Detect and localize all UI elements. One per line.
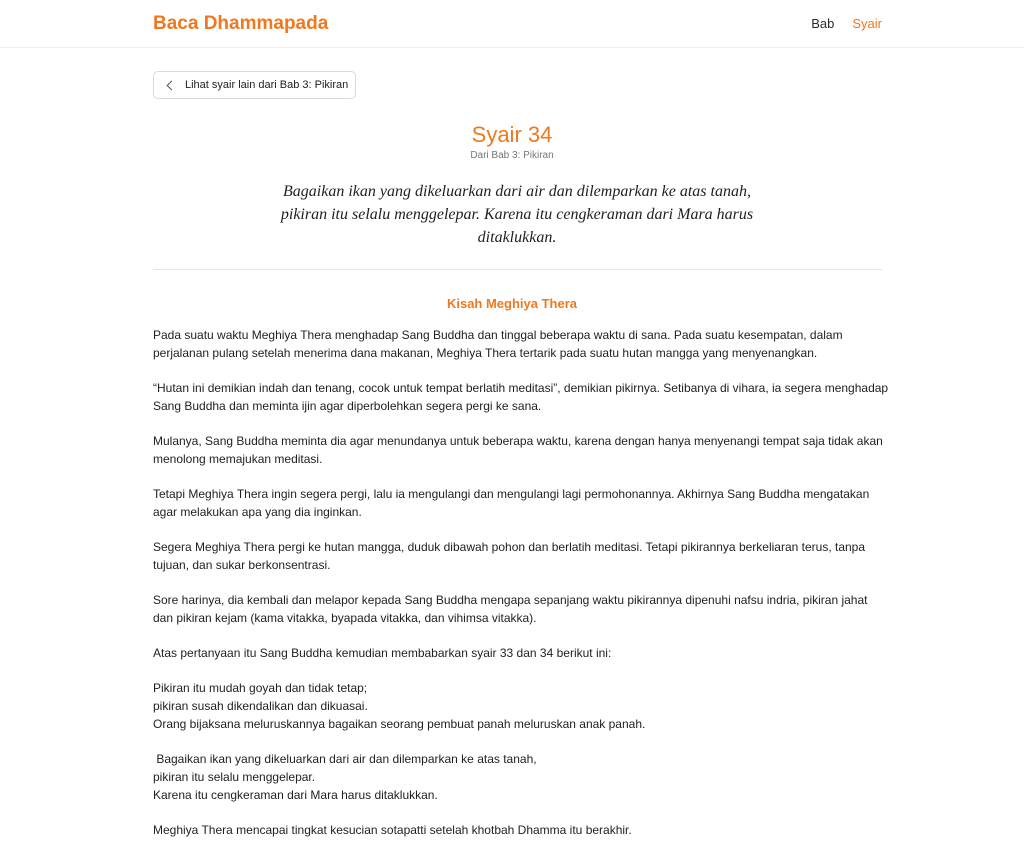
verse-text: Bagaikan ikan yang dikeluarkan dari air dan dilemparkan ke atas tanah, pikiran itu selalu menggelepar. Karena itu cengkeraman dari Mara harus ditaklukkan. — [280, 183, 754, 246]
story-paragraph: Atas pertanyaan itu Sang Buddha kemudian membabarkan syair 33 dan 34 berikut ini: — [153, 646, 612, 660]
story-paragraph: Tetapi Meghiya Thera ingin segera pergi, lalu ia mengulangi dan mengulangi lagi permohonannya. Akhirnya Sang Buddha mengatakan agar melakukan apa yang dia inginkan. — [153, 487, 870, 519]
story-paragraph: Sore harinya, dia kembali dan melapor kepada Sang Buddha mengapa sepanjang waktu pikirannya dipenuhi nafsu indria, pikiran jahat dan pikiran kejam (kama vitakka, byapada vitakka, dan vihimsa vitakka). — [153, 593, 868, 625]
verse-subtitle: Dari Bab 3: Pikiran — [470, 150, 554, 161]
nav-link-syair[interactable]: Syair — [852, 16, 882, 31]
verse-line: Orang bijaksana meluruskannya bagaikan seorang pembuat panah meluruskan anak panah. — [153, 717, 646, 731]
story-paragraph: Mulanya, Sang Buddha meminta dia agar menundanya untuk beberapa waktu, karena dengan hanya menyenangi tempat saja tidak akan menolong memajukan meditasi. — [153, 434, 883, 466]
verse-line: Pikiran itu mudah goyah dan tidak tetap; — [153, 681, 368, 695]
chevron-left-icon — [167, 81, 177, 91]
verse-line: pikiran itu selalu menggelepar. — [153, 770, 316, 784]
back-to-chapter-button[interactable] — [153, 71, 356, 99]
back-to-chapter-label: Lihat syair lain dari Bab 3: Pikiran — [185, 79, 349, 91]
verse-line: Karena itu cengkeraman dari Mara harus ditaklukkan. — [153, 788, 438, 802]
brand-logo-link[interactable]: Baca Dhammapada — [153, 13, 329, 34]
story-body — [153, 326, 889, 856]
divider — [153, 269, 882, 270]
verse-34-block — [153, 750, 889, 804]
nav-link-bab[interactable]: Bab — [811, 16, 835, 31]
verse-33-block — [153, 679, 889, 733]
verse-line: pikiran susah dikendalikan dan dikuasai. — [153, 699, 368, 713]
story-title: Kisah Meghiya Thera — [446, 296, 578, 311]
story-paragraph: Pada suatu waktu Meghiya Thera menghadap Sang Buddha dan tinggal beberapa waktu di sana. Pada suatu kesempatan, dalam perjalanan pulang setelah menerima dana makanan, Meghiya Thera tertarik pada suatu hutan mangga yang menyenangkan. — [153, 328, 843, 360]
top-navbar — [0, 0, 1024, 48]
story-closing: Meghiya Thera mencapai tingkat kesucian sotapatti setelah khotbah Dhamma itu berakhir. — [153, 823, 632, 837]
story-paragraph: Segera Meghiya Thera pergi ke hutan mangga, duduk dibawah pohon dan berlatih meditasi. Tetapi pikirannya berkeliaran terus, tanpa tujuan, dan sukar berkonsentrasi. — [153, 540, 866, 572]
verse-line: Bagaikan ikan yang dikeluarkan dari air dan dilemparkan ke atas tanah, — [153, 752, 537, 766]
verse-title: Syair 34 — [471, 122, 553, 147]
story-paragraph: “Hutan ini demikian indah dan tenang, cocok untuk tempat berlatih meditasi”, demikian pikirnya. Setibanya di vihara, ia segera menghadap Sang Buddha dan meminta ijin agar diperbolehkan segera pergi ke sana. — [153, 381, 889, 413]
main-nav — [811, 16, 882, 32]
